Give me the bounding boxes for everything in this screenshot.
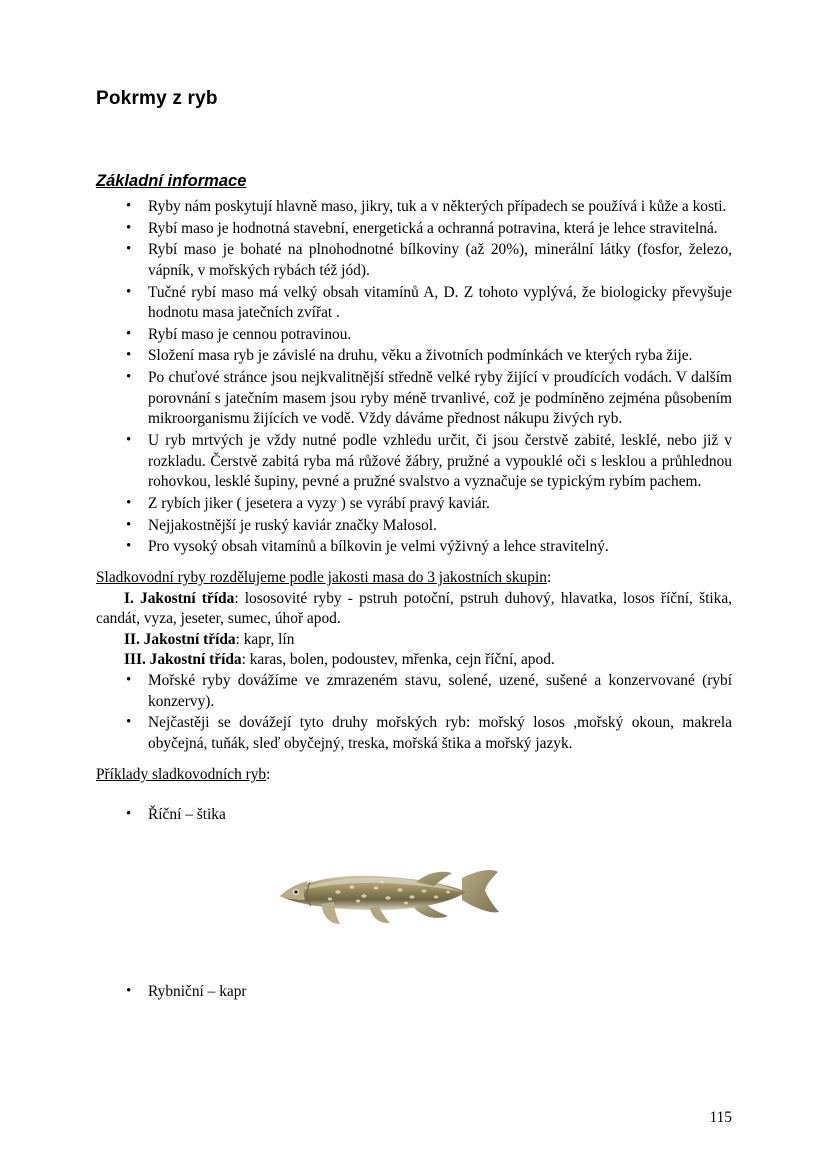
list-item: • Rybí maso je hodnotná stavební, energetická a ochranná potravina, která je lehce stravitelná. [96, 219, 732, 240]
quality-class-3-text: : karas, bolen, podoustev, mřenka, cejn říční, apod. [241, 651, 555, 669]
list-item: • Tučné rybí maso má velký obsah vitamínů A, D. Z tohoto vyplývá, že biologicky převyšuje hodnotu masa jatečních zvířat . [96, 283, 732, 324]
quality-class-3-label: III. Jakostní třída [124, 651, 242, 669]
sea-fish-list [96, 671, 732, 755]
quality-classes-intro-tail: : [546, 568, 552, 586]
pike-fish-illustration [266, 848, 501, 940]
list-item: • Složení masa ryb je závislé na druhu, věku a životních podmínkách ve kterých ryba žije. [96, 346, 732, 367]
examples-heading-tail: : [266, 765, 271, 783]
list-item: • Nejjakostnější je ruský kaviár značky Malosol. [96, 516, 732, 537]
basic-info-list [96, 197, 732, 558]
examples-heading [96, 765, 732, 786]
quality-class-3 [96, 650, 732, 671]
example-item-river-pike: • Říční – štika [96, 805, 732, 826]
list-item: • Rybí maso je cennou potravinou. [96, 325, 732, 346]
list-item: • Rybí maso je bohaté na plnohodnotné bílkoviny (až 20%), minerální látky (fosfor, železo, vápník, v mořských rybách též jód). [96, 240, 732, 281]
page-title: Pokrmy z ryb [96, 88, 218, 109]
list-item: • Mořské ryby dovážíme ve zmrazeném stavu, solené, uzené, sušené a konzervované (rybí konzervy). [96, 671, 732, 712]
list-item: • Pro vysoký obsah vitamínů a bílkovin je velmi výživný a lehce stravitelný. [96, 537, 732, 558]
example-item-pond-carp: • Rybniční – kapr [96, 982, 732, 1003]
list-item: • Nejčastěji se dovážejí tyto druhy mořských ryb: mořský losos ,mořský okoun, makrela obyčejná, tuňák, sleď obyčejný, treska, mořská štika a mořský jazyk. [96, 713, 732, 754]
page-number: 115 [709, 1109, 732, 1126]
list-item: • U ryb mrtvých je vždy nutné podle vzhledu určit, či jsou čerstvě zabité, lesklé, nebo již v rozkladu. Čerstvě zabitá ryba má růžové žábry, pružné a vypouklé oči s lesklou a průhlednou rohovkou, lesklé šupiny, pevné a pružné svalstvo a vyznačuje se typickým rybím pachem. [96, 431, 732, 493]
quality-classes-intro [96, 568, 732, 589]
quality-class-1-text: : lososovité ryby - pstruh potoční, pstruh duhový, hlavatka, losos říční, štika, candát, vyza, jeseter, sumec, úhoř apod. [96, 589, 732, 628]
quality-class-1-label: I. Jakostní třída [124, 589, 235, 607]
quality-class-2-label: II. Jakostní třída [124, 630, 236, 648]
list-item: • Ryby nám poskytují hlavně maso, jikry, tuk a v některých případech se používá i kůže a kosti. [96, 197, 732, 218]
quality-class-2 [96, 630, 732, 651]
examples-heading-underlined: Příklady sladkovodních ryb [96, 765, 267, 783]
quality-class-2-text: : kapr, lín [235, 630, 295, 648]
list-item: • Po chuťové stránce jsou nejkvalitnější středně velké ryby žijící v proudících vodách. V dalším porovnání s jatečním masem jsou ryby méně trvanlivé, což je podmíněno zejména působením mikroorganismu žijících ve vodě. Vždy dáváme přednost nákupu živých ryb. [96, 368, 732, 430]
list-item: • Z rybích jiker ( jesetera a vyzy ) se vyrábí pravý kaviár. [96, 494, 732, 515]
fish-image-container [96, 848, 732, 940]
quality-classes-intro-underlined: Sladkovodní ryby rozdělujeme podle jakosti masa do 3 jakostních skupin [96, 568, 547, 586]
section-heading-basic-info: Základní informace [96, 172, 247, 190]
quality-class-1 [96, 589, 732, 630]
